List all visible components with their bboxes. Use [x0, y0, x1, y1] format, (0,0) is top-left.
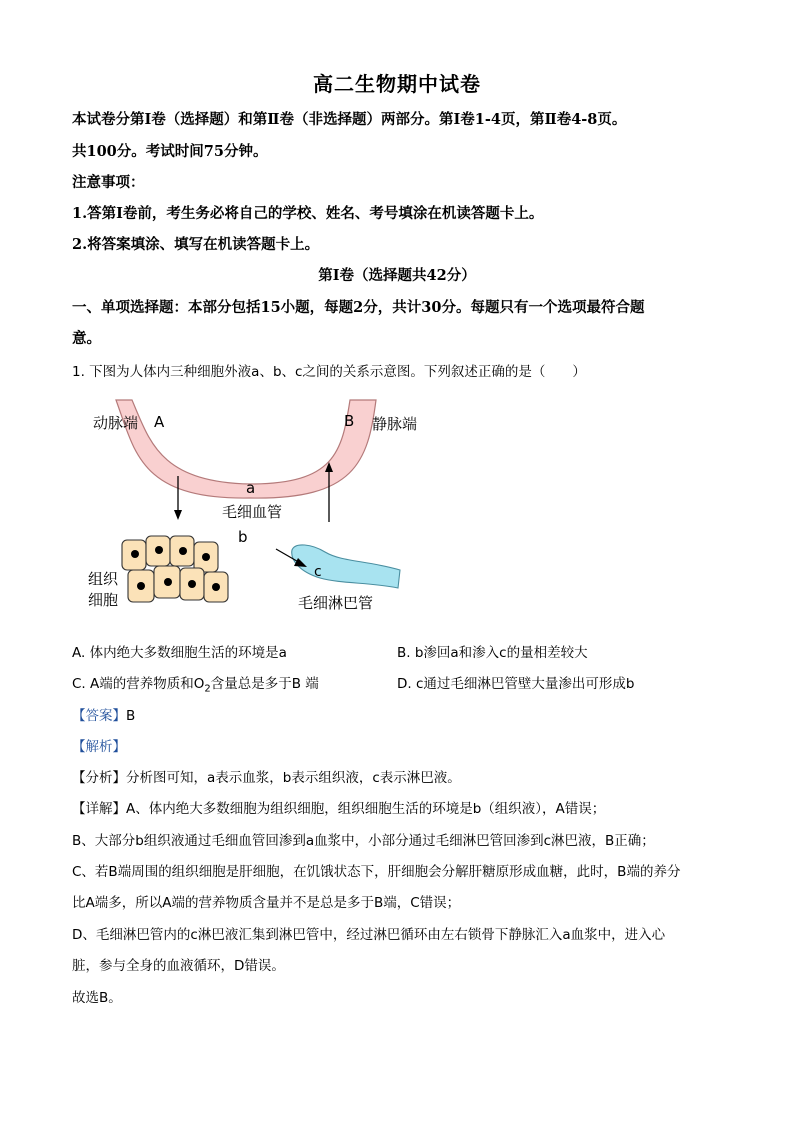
label-tissue-cells-2: 细胞	[88, 591, 119, 609]
section-heading-line-2: 意。	[72, 330, 101, 347]
section-title: 第Ⅰ卷（选择题共42分）	[318, 267, 476, 284]
analysis-line-4: C、若B端周围的组织细胞是肝细胞，在饥饿状态下，肝细胞会分解肝糖原形成血糖，此时，B端的养分	[72, 864, 681, 880]
analysis-tag: 【解析】	[72, 739, 126, 755]
notes-heading: 注意事项：	[72, 174, 145, 191]
analysis-line-3: B、大部分b组织液通过毛细血管回渗到a血浆中，小部分通过毛细淋巴管回渗到c淋巴液，B正确；	[72, 833, 655, 849]
option-c-prefix: C. A端的营养物质和O	[72, 676, 205, 692]
tissue-cells	[122, 536, 228, 602]
question-1-stem: 1. 下图为人体内三种细胞外液a、b、c之间的关系示意图。下列叙述正确的是（ ）	[72, 364, 586, 380]
intro-line-2: 共100分。考试时间75分钟。	[72, 143, 268, 160]
answer-line	[72, 704, 135, 724]
label-B: B	[344, 412, 355, 430]
label-tissue-cells-1: 组织	[88, 570, 119, 588]
label-vein-end: 静脉端	[372, 415, 418, 433]
option-b: B. b渗回a和渗入c的量相差较大	[397, 645, 588, 661]
option-d: D. c通过毛细淋巴管壁大量渗出可形成b	[397, 676, 635, 692]
option-a: A. 体内绝大多数细胞生活的环境是a	[72, 645, 287, 661]
analysis-line-7: 脏，参与全身的血液循环，D错误。	[72, 958, 285, 974]
answer-value: B	[126, 708, 136, 724]
label-a: a	[246, 479, 256, 497]
label-A: A	[154, 413, 165, 431]
option-c	[72, 672, 319, 695]
note-1: 1.答第Ⅰ卷前，考生务必将自己的学校、姓名、考号填涂在机读答题卡上。	[72, 205, 544, 222]
note-2: 2.将答案填涂、填写在机读答题卡上。	[72, 236, 320, 253]
analysis-line-2: 【详解】A、体内绝大多数细胞为组织细胞，组织细胞生活的环境是b（组织液），A错误；	[72, 801, 606, 817]
intro-line-1: 本试卷分第Ⅰ卷（选择题）和第Ⅱ卷（非选择题）两部分。第Ⅰ卷1-4页，第Ⅱ卷4-8页。	[72, 111, 627, 128]
section-heading-line-1: 一、单项选择题：本部分包括15小题，每题2分，共计30分。每题只有一个选项最符合题	[72, 299, 645, 316]
option-c-suffix: 含量总是多于B 端	[210, 676, 319, 692]
analysis-line-6: D、毛细淋巴管内的c淋巴液汇集到淋巴管中，经过淋巴循环由左右锁骨下静脉汇入a血浆中，进入心	[72, 927, 666, 943]
analysis-line-8: 故选B。	[72, 990, 122, 1006]
option-c-subscript: 2	[204, 683, 211, 695]
page-title: 高二生物期中试卷	[313, 72, 481, 96]
label-capillary: 毛细血管	[222, 503, 283, 521]
label-c: c	[314, 564, 322, 580]
answer-tag: 【答案】	[72, 708, 126, 724]
label-lymph-capillary: 毛细淋巴管	[298, 594, 374, 612]
arrow-down-icon	[174, 510, 182, 520]
extracellular-fluid-diagram	[80, 392, 420, 622]
label-artery-end: 动脉端	[93, 414, 139, 432]
lymph-capillary	[292, 545, 400, 588]
label-b: b	[238, 528, 248, 546]
analysis-line-5: 比A端多，所以A端的营养物质含量并不是总是多于B端，C错误；	[72, 895, 461, 911]
analysis-line-1: 【分析】分析图可知，a表示血浆，b表示组织液，c表示淋巴液。	[72, 770, 461, 786]
